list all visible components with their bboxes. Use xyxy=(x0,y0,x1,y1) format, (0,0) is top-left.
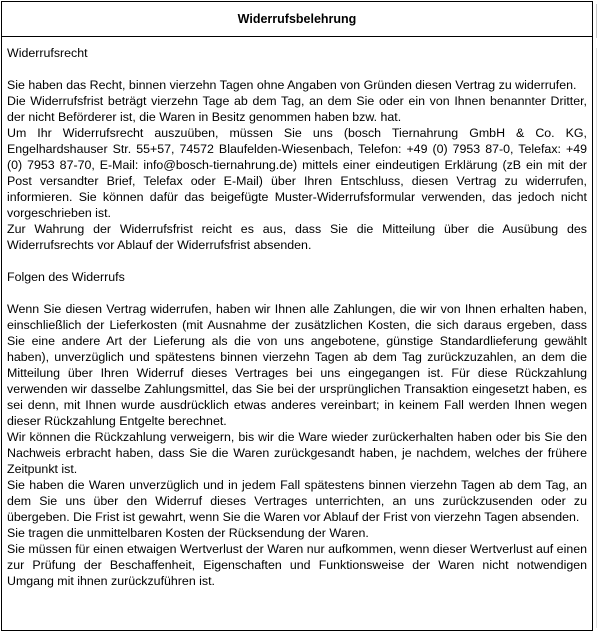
edge-line xyxy=(596,48,597,628)
paragraph: Wir können die Rückzahlung verweigern, bis wir die Ware wieder zurückerhalten haben oder bis Sie den Nachweis erbracht haben, dass Sie die Waren zurückgesandt haben, je nachdem, welches der frühere Zeitpunkt ist. xyxy=(7,430,587,476)
section-heading-widerrufsrecht: Widerrufsrecht xyxy=(7,46,88,60)
paragraph: Zur Wahrung der Widerrufsfrist reicht es aus, dass Sie die Mitteilung über die Ausübung des Widerrufsrechts vor Ablauf der Widerrufsfrist absenden. xyxy=(7,222,587,252)
paragraph: Die Widerrufsfrist beträgt vierzehn Tage ab dem Tag, an dem Sie oder ein von Ihnen benannter Dritter, der nicht Beförderer ist, die Waren in Besitz genommen haben bzw. hat. xyxy=(7,94,587,124)
paragraph: Sie tragen die unmittelbaren Kosten der Rücksendung der Waren. xyxy=(7,526,369,540)
paragraph: Sie haben das Recht, binnen vierzehn Tagen ohne Angaben von Gründen diesen Vertrag zu widerrufen. xyxy=(7,78,577,92)
section-heading-folgen: Folgen des Widerrufs xyxy=(7,270,125,284)
edge-line xyxy=(596,4,597,38)
spacer xyxy=(7,253,587,269)
paragraph: Sie haben die Waren unverzüglich und in jedem Fall spätestens binnen vierzehn Tagen ab dem Tag, an dem Sie uns über den Widerruf dieses Vertrages unterrichten, an uns zurückzusenden oder zu übergeben. Die Frist ist gewahrt, wenn Sie die Waren vor Ablauf der Frist von vierzehn Tagen absenden. xyxy=(7,478,587,524)
paragraph: Um Ihr Widerrufsrecht auszuüben, müssen Sie uns (bosch Tiernahrung GmbH & Co. KG, Engelhardshauser Str. 55+57, 74572 Blaufelden-Wiesenbach, Telefon: +49 (0) 7953 87-0, Telefax: +49 (0) 7953 87-70, E-Mail: info@bosch-tiernahrung.de) mittels einer eindeutigen Erklärung (zB ein mit der Post versandter Brief, Telefax oder E-Mail) über Ihren Entschluss, diesen Vertrag zu widerrufen, informieren. Sie können dafür das beigefügte Muster-Widerrufsformular verwenden, das jedoch nicht vorgeschrieben ist. xyxy=(7,126,587,220)
spacer xyxy=(7,285,587,301)
document-body xyxy=(7,45,587,589)
paragraph: Wenn Sie diesen Vertrag widerrufen, haben wir Ihnen alle Zahlungen, die wir von Ihnen erhalten haben, einschließlich der Lieferkosten (mit Ausnahme der zusätzlichen Kosten, die sich daraus ergeben, dass Sie eine andere Art der Lieferung als die von uns angebotene, günstige Standardlieferung gewählt haben), unverzüglich und spätestens binnen vierzehn Tagen ab dem Tag zurückzuzahlen, an dem die Mitteilung über Ihren Widerruf dieses Vertrages bei uns eingegangen ist. Für diese Rückzahlung verwenden wir dasselbe Zahlungsmittel, das Sie bei der ursprünglichen Transaktion eingesetzt haben, es sei denn, mit Ihnen wurde ausdrücklich etwas anderes vereinbart; in keinem Fall werden Ihnen wegen dieser Rückzahlung Entgelte berechnet. xyxy=(7,302,587,428)
paragraph: Sie müssen für einen etwaigen Wertverlust der Waren nur aufkommen, wenn dieser Wertverlust auf einen zur Prüfung der Beschaffenheit, Eigenschaften und Funktionsweise der Waren nicht notwendigen Umgang mit ihnen zurückzuführen ist. xyxy=(7,542,587,588)
spacer xyxy=(7,61,587,77)
document-title: Widerrufsbelehrung xyxy=(2,2,592,37)
